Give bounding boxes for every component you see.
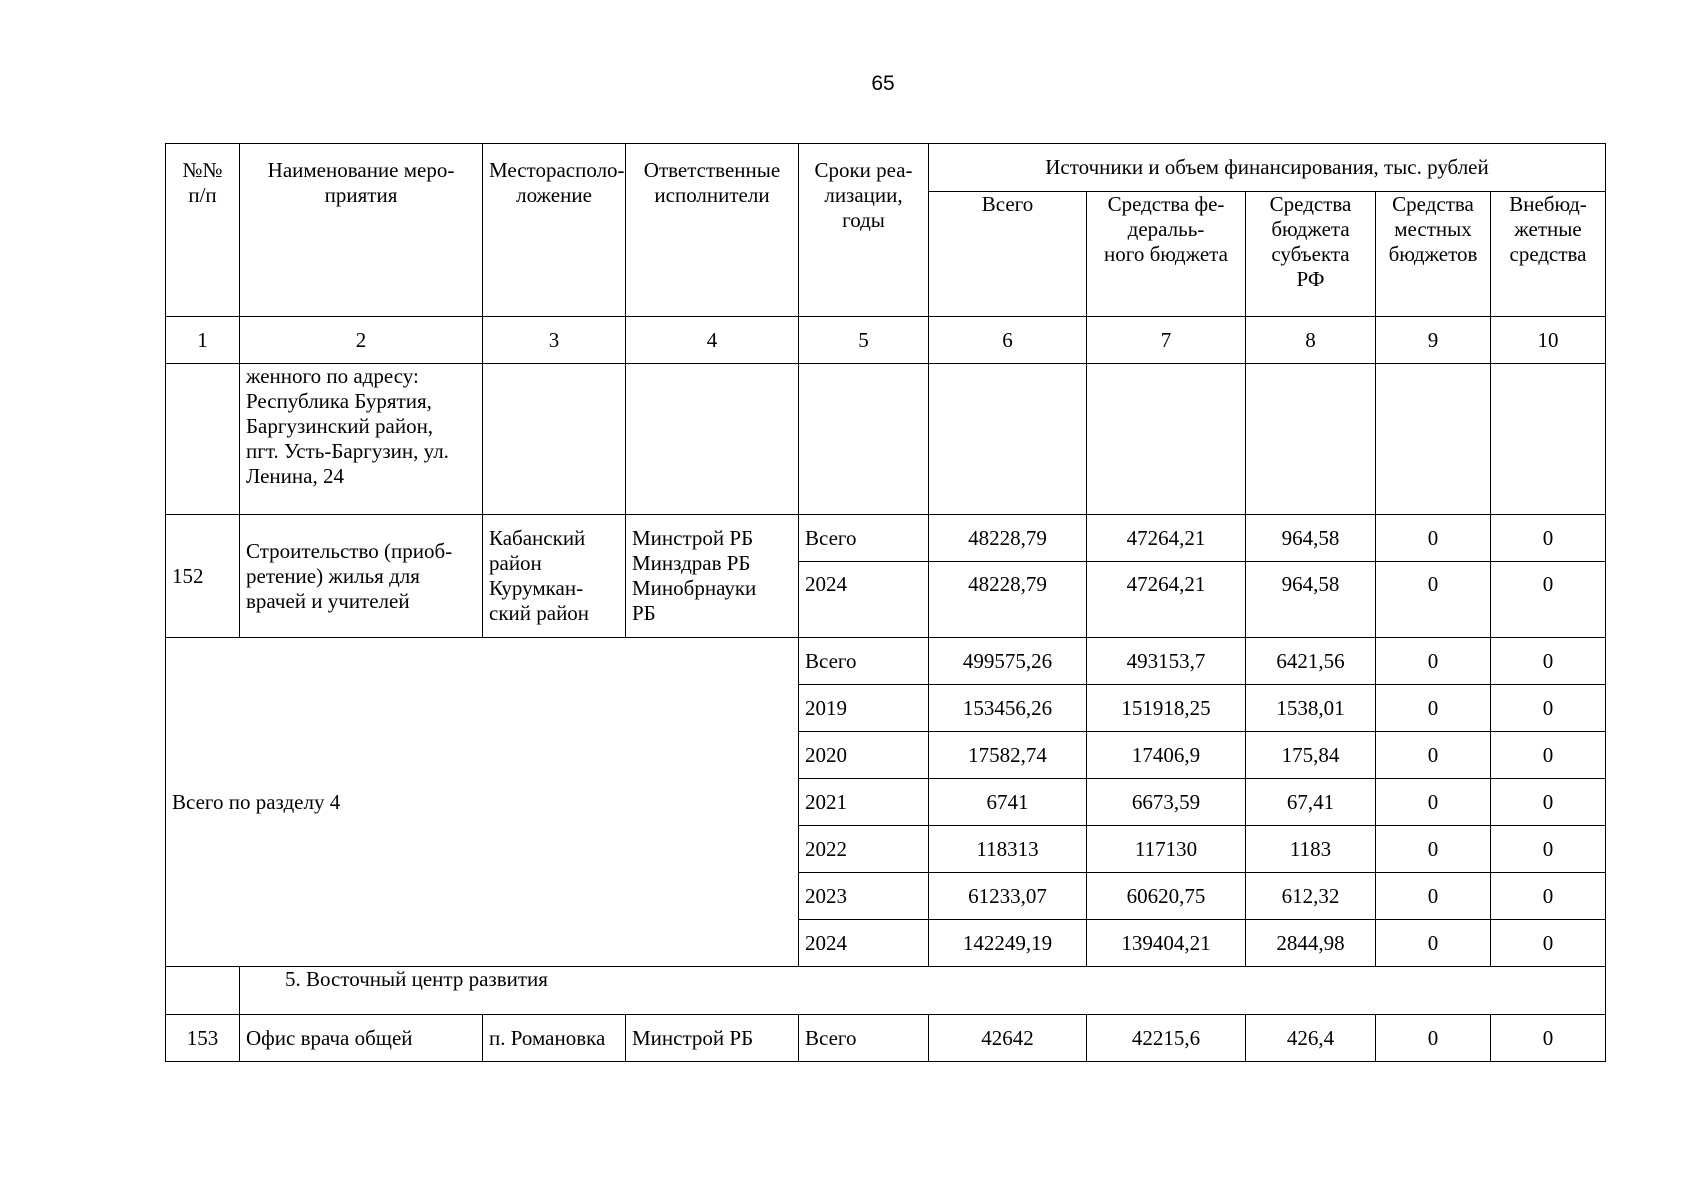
total-cell: 48228,79 <box>929 562 1087 638</box>
header-federal-line3: ного бюджета <box>1104 242 1228 266</box>
local-cell: 0 <box>1376 685 1491 732</box>
section-heading-title <box>240 967 1606 1015</box>
header-federal-line1: Средства фе- <box>1107 192 1225 216</box>
extrabudget-cell: 0 <box>1491 920 1606 967</box>
header-total <box>929 192 1087 317</box>
header-subject-line3: субъекта <box>1271 242 1350 266</box>
column-number: 7 <box>1087 317 1246 364</box>
total-cell: 499575,26 <box>929 638 1087 685</box>
subject-cell: 6421,56 <box>1246 638 1376 685</box>
extrabudget-cell: 0 <box>1491 515 1606 562</box>
empty-cell <box>1491 364 1606 515</box>
header-subject-line1: Средства <box>1269 192 1352 216</box>
local-cell: 0 <box>1376 826 1491 873</box>
row-location-line: Курумкан- <box>489 576 584 600</box>
column-number: 9 <box>1376 317 1491 364</box>
empty-cell <box>799 364 929 515</box>
total-cell: 142249,19 <box>929 920 1087 967</box>
federal-cell: 42215,6 <box>1087 1015 1246 1062</box>
continuation-line: Республика Бурятия, <box>246 389 432 413</box>
row-location-line: Кабанский <box>489 526 586 550</box>
section-total-row <box>166 638 1606 685</box>
federal-cell: 60620,75 <box>1087 873 1246 920</box>
term-cell: Всего <box>799 515 929 562</box>
local-cell: 0 <box>1376 732 1491 779</box>
header-row-1 <box>166 144 1606 192</box>
header-name <box>240 144 483 317</box>
header-location <box>483 144 626 317</box>
header-responsible-line1: Ответственные <box>643 158 781 182</box>
term-cell: 2021 <box>799 779 929 826</box>
term-cell: Всего <box>799 1015 929 1062</box>
empty-cell <box>1246 364 1376 515</box>
term-cell: 2023 <box>799 873 929 920</box>
total-cell: 153456,26 <box>929 685 1087 732</box>
local-cell: 0 <box>1376 638 1491 685</box>
header-subject <box>1246 192 1376 317</box>
header-extrabudget-line1: Внебюд- <box>1509 192 1587 216</box>
column-number: 10 <box>1491 317 1606 364</box>
row-name: Офис врача общей <box>240 1015 483 1062</box>
empty-cell <box>1376 364 1491 515</box>
row-location <box>483 515 626 638</box>
header-location-line2: ложение <box>516 183 592 207</box>
header-num <box>166 144 240 317</box>
header-total-label: Всего <box>981 192 1034 216</box>
row-location-line: район <box>489 551 542 575</box>
extrabudget-cell: 0 <box>1491 826 1606 873</box>
row-name-line: ретение) жилья для <box>246 563 420 588</box>
local-cell: 0 <box>1376 1015 1491 1062</box>
header-subject-line2: бюджета <box>1271 217 1350 241</box>
table-row-152 <box>166 515 1606 562</box>
subject-cell: 964,58 <box>1246 562 1376 638</box>
header-terms <box>799 144 929 317</box>
column-number: 5 <box>799 317 929 364</box>
subject-cell: 1538,01 <box>1246 685 1376 732</box>
empty-cell <box>483 364 626 515</box>
federal-cell: 47264,21 <box>1087 515 1246 562</box>
header-responsible-line2: исполнители <box>654 183 770 207</box>
header-local-line2: местных <box>1394 217 1472 241</box>
header-terms-line3: годы <box>842 208 885 232</box>
row-responsible-line: РБ <box>632 601 656 625</box>
subject-cell: 426,4 <box>1246 1015 1376 1062</box>
local-cell: 0 <box>1376 920 1491 967</box>
header-local-line1: Средства <box>1392 192 1474 216</box>
continuation-name <box>240 364 483 515</box>
term-cell: 2024 <box>799 562 929 638</box>
empty-cell <box>1087 364 1246 515</box>
row-responsible-line: Минобрнауки <box>632 576 757 600</box>
row-name <box>240 515 483 638</box>
subject-cell: 175,84 <box>1246 732 1376 779</box>
extrabudget-cell: 0 <box>1491 873 1606 920</box>
federal-cell: 17406,9 <box>1087 732 1246 779</box>
header-num-line1: №№ <box>182 158 223 182</box>
header-name-line1: Наименование меро- <box>267 158 455 182</box>
local-cell: 0 <box>1376 515 1491 562</box>
total-cell: 17582,74 <box>929 732 1087 779</box>
header-num-line2: п/п <box>188 183 217 207</box>
local-cell: 0 <box>1376 562 1491 638</box>
section-total-label: Всего по разделу 4 <box>166 638 799 967</box>
total-cell: 42642 <box>929 1015 1087 1062</box>
header-local <box>1376 192 1491 317</box>
row-number: 152 <box>166 515 240 638</box>
continuation-row <box>166 364 1606 515</box>
empty-cell <box>626 364 799 515</box>
term-cell: 2022 <box>799 826 929 873</box>
total-cell: 48228,79 <box>929 515 1087 562</box>
row-responsible: Минстрой РБ <box>626 1015 799 1062</box>
header-extrabudget-line2: жетные <box>1514 217 1582 241</box>
header-extrabudget-line3: средства <box>1509 242 1587 266</box>
extrabudget-cell: 0 <box>1491 732 1606 779</box>
total-cell: 6741 <box>929 779 1087 826</box>
column-number: 1 <box>166 317 240 364</box>
header-extrabudget <box>1491 192 1606 317</box>
subject-cell: 67,41 <box>1246 779 1376 826</box>
extrabudget-cell: 0 <box>1491 685 1606 732</box>
total-cell: 118313 <box>929 826 1087 873</box>
table-row-153 <box>166 1015 1606 1062</box>
extrabudget-cell: 0 <box>1491 779 1606 826</box>
subject-cell: 964,58 <box>1246 515 1376 562</box>
section-heading-row <box>166 967 1606 1015</box>
header-name-line2: приятия <box>324 183 398 207</box>
extrabudget-cell: 0 <box>1491 1015 1606 1062</box>
row-number: 153 <box>166 1015 240 1062</box>
header-federal <box>1087 192 1246 317</box>
column-number: 6 <box>929 317 1087 364</box>
column-number: 4 <box>626 317 799 364</box>
federal-cell: 117130 <box>1087 826 1246 873</box>
header-federal-line2: деральь- <box>1127 217 1205 241</box>
subject-cell: 2844,98 <box>1246 920 1376 967</box>
federal-cell: 139404,21 <box>1087 920 1246 967</box>
continuation-line: женного по адресу: <box>246 364 419 388</box>
column-number: 2 <box>240 317 483 364</box>
subject-cell: 1183 <box>1246 826 1376 873</box>
column-number: 3 <box>483 317 626 364</box>
local-cell: 0 <box>1376 779 1491 826</box>
row-responsible <box>626 515 799 638</box>
header-terms-line2: лизации, <box>824 183 903 207</box>
financing-table <box>165 143 1606 1062</box>
section-heading-spacer <box>166 967 240 1015</box>
header-terms-line1: Сроки реа- <box>814 158 913 182</box>
continuation-num <box>166 364 240 515</box>
continuation-line: пгт. Усть-Баргузин, ул. <box>246 439 449 463</box>
term-cell: 2024 <box>799 920 929 967</box>
term-cell: Всего <box>799 638 929 685</box>
page-number: 65 <box>871 72 895 95</box>
column-numbers-row <box>166 317 1606 364</box>
row-location: п. Романовка <box>483 1015 626 1062</box>
continuation-line: Ленина, 24 <box>246 464 344 488</box>
header-local-line3: бюджетов <box>1388 242 1478 266</box>
extrabudget-cell: 0 <box>1491 562 1606 638</box>
total-cell: 61233,07 <box>929 873 1087 920</box>
column-number: 8 <box>1246 317 1376 364</box>
extrabudget-cell: 0 <box>1491 638 1606 685</box>
header-subject-line4: РФ <box>1296 267 1325 291</box>
continuation-line: Баргузинский район, <box>246 414 434 438</box>
federal-cell: 493153,7 <box>1087 638 1246 685</box>
row-name-line: врачей и учителей <box>246 588 410 613</box>
subject-cell: 612,32 <box>1246 873 1376 920</box>
federal-cell: 6673,59 <box>1087 779 1246 826</box>
header-funding-group: Источники и объем финансирования, тыс. рублей <box>929 144 1606 192</box>
row-responsible-line: Минздрав РБ <box>632 551 751 575</box>
term-cell: 2020 <box>799 732 929 779</box>
row-location-line: ский район <box>489 601 590 625</box>
section-heading-text: 5. Восточный центр развития <box>285 967 548 991</box>
empty-cell <box>929 364 1087 515</box>
term-cell: 2019 <box>799 685 929 732</box>
row-responsible-line: Минстрой РБ <box>632 526 754 550</box>
federal-cell: 47264,21 <box>1087 562 1246 638</box>
header-responsible <box>626 144 799 317</box>
federal-cell: 151918,25 <box>1087 685 1246 732</box>
local-cell: 0 <box>1376 873 1491 920</box>
row-name-line: Строительство (приоб- <box>246 538 453 563</box>
header-location-line1: Месторасполо- <box>489 158 625 182</box>
